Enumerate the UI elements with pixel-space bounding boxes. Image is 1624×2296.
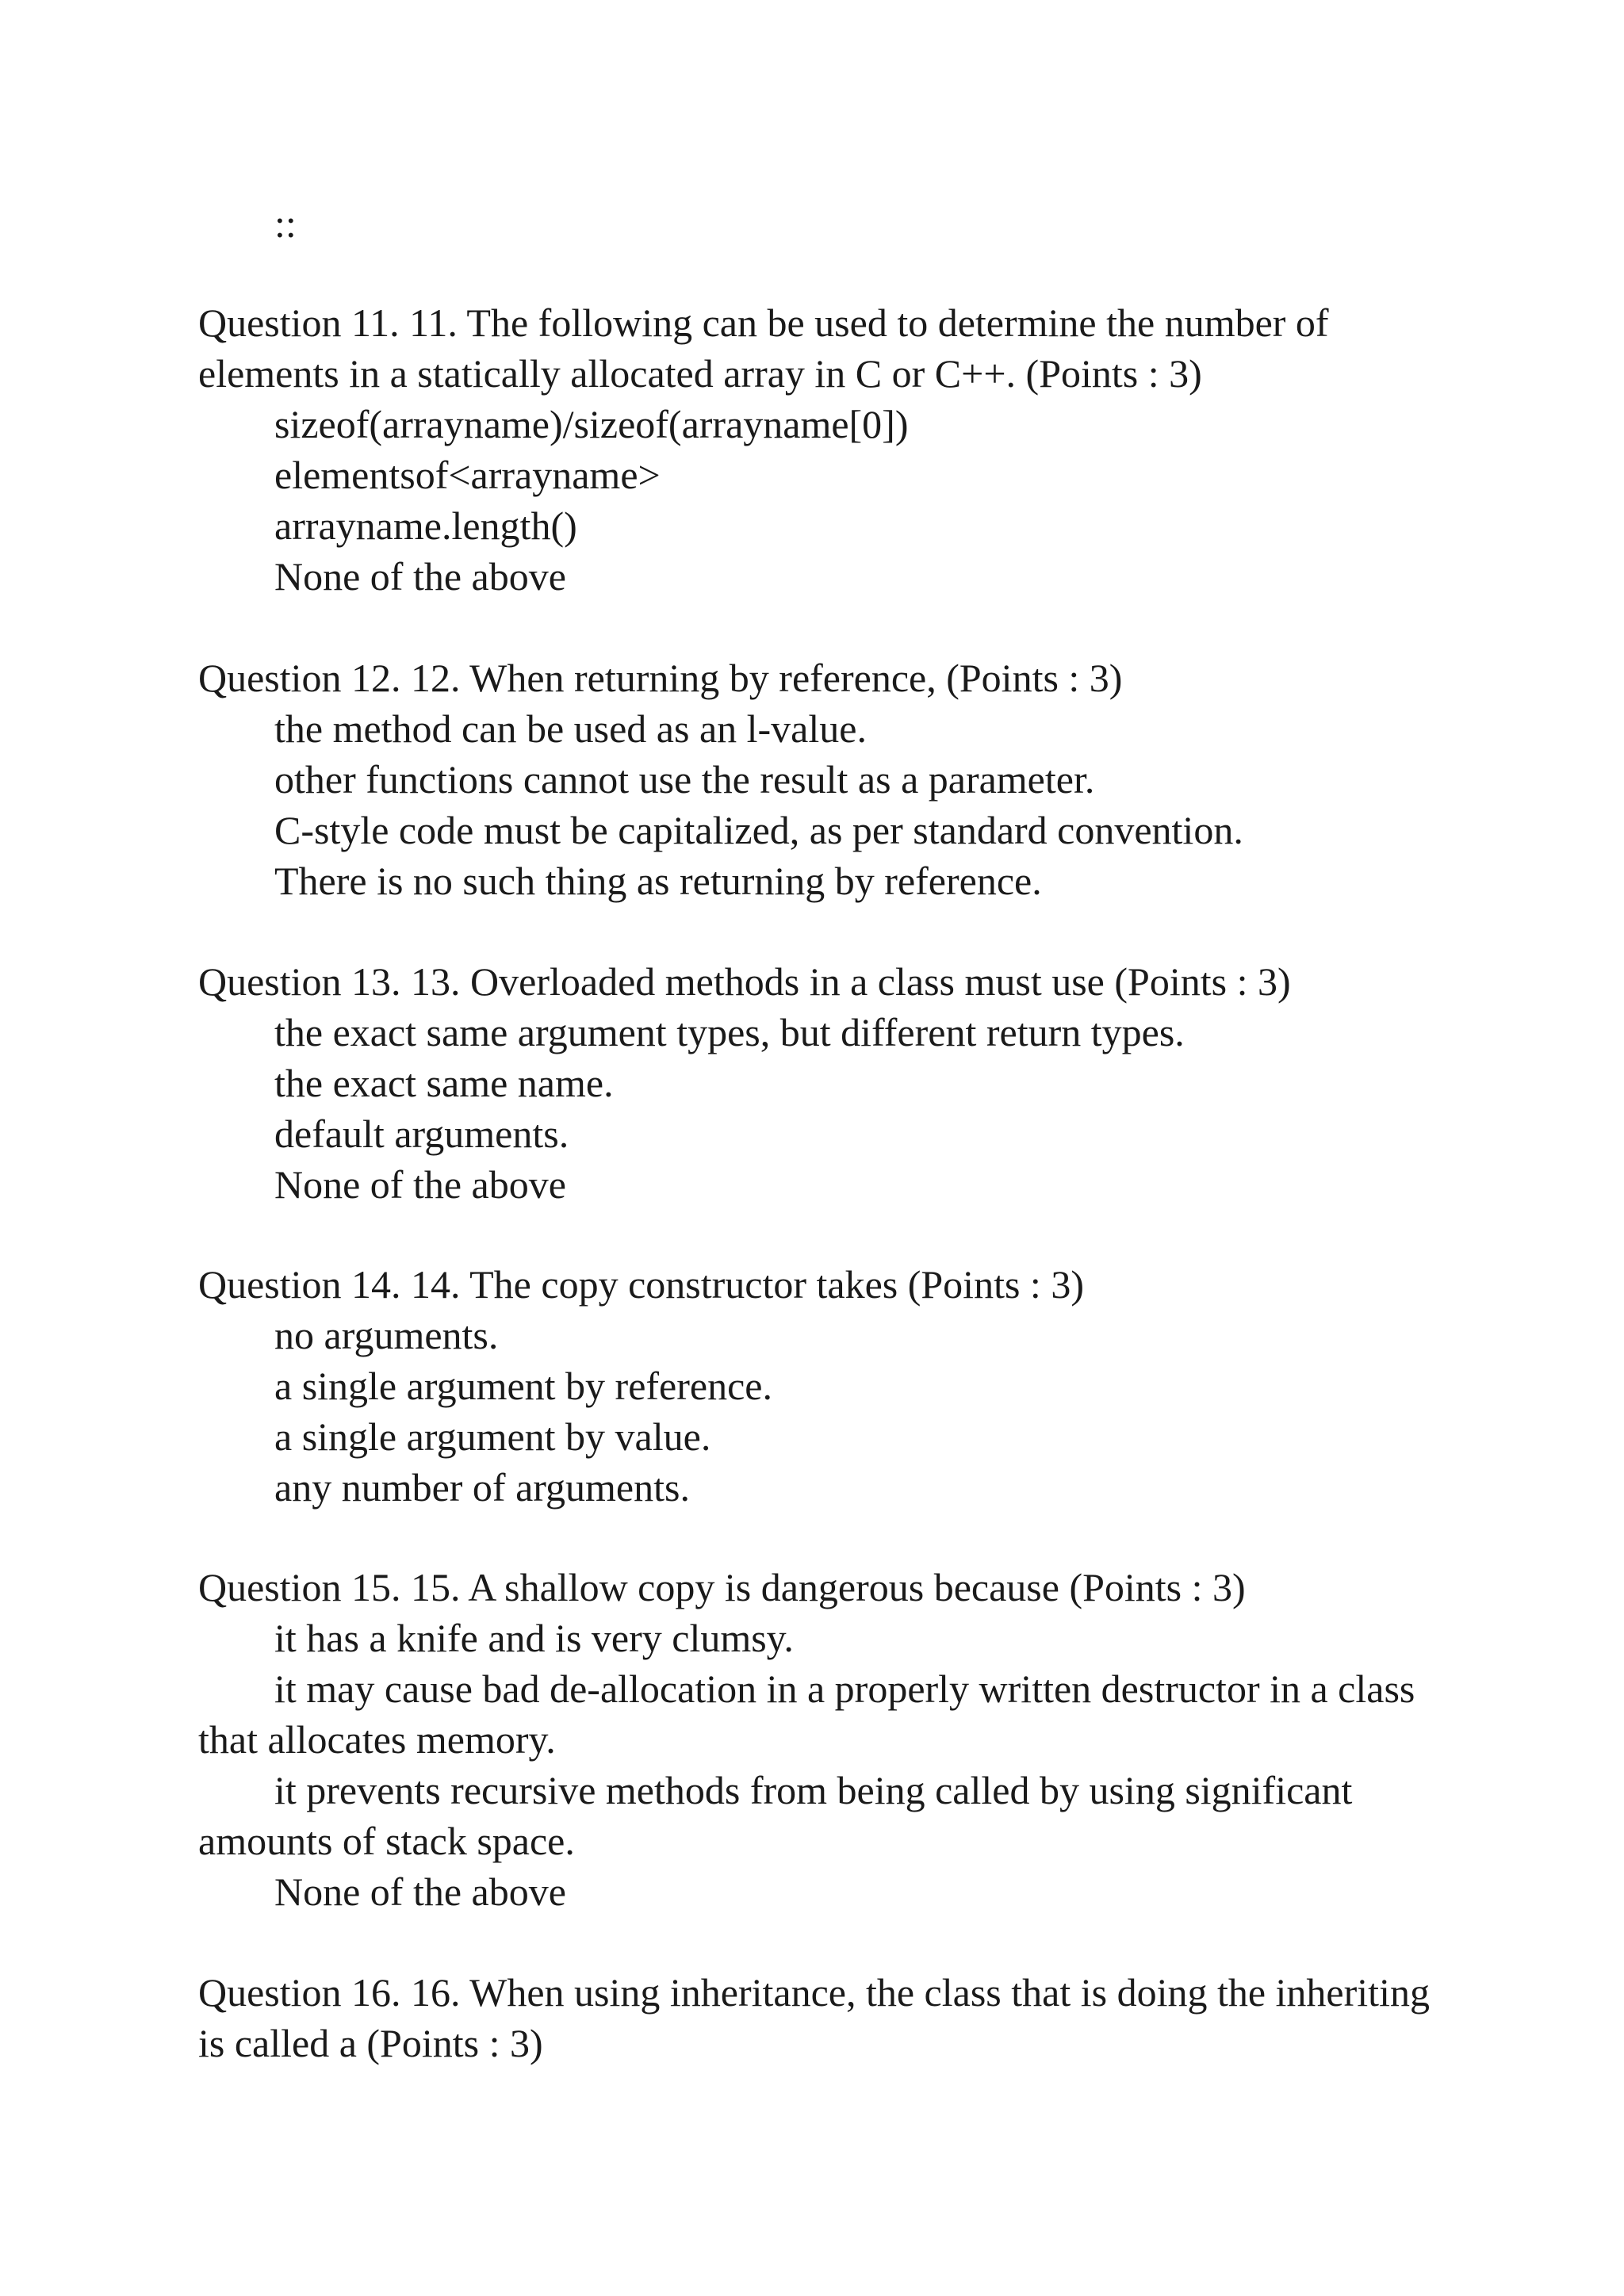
answer-option: no arguments. <box>274 1313 499 1357</box>
question-text: Question 15. 15. A shallow copy is dangerous because (Points : 3) <box>198 1565 1246 1609</box>
answer-option: arrayname.length() <box>274 503 577 548</box>
answer-option: a single argument by value. <box>274 1414 711 1459</box>
question-text: Question 12. 12. When returning by reference, (Points : 3) <box>198 656 1123 700</box>
answer-option: it has a knife and is very clumsy. <box>274 1616 794 1660</box>
answer-option: a single argument by reference. <box>274 1364 772 1408</box>
answer-option: None of the above <box>274 1869 566 1914</box>
answer-option: other functions cannot use the result as a parameter. <box>274 757 1095 802</box>
answer-option: default arguments. <box>274 1112 569 1156</box>
answer-option: None of the above <box>274 554 566 599</box>
question-12 <box>198 652 1435 906</box>
question-text: Question 16. 16. When using inheritance, the class that is doing the inheriting is called a (Points : 3) <box>198 1970 1430 2065</box>
question-15 <box>198 1562 1435 1917</box>
section-marker: :: <box>274 201 297 246</box>
answer-option: any number of arguments. <box>274 1465 690 1510</box>
answer-option: There is no such thing as returning by reference. <box>274 859 1042 903</box>
question-11 <box>198 297 1435 602</box>
answer-option: C-style code must be capitalized, as per standard convention. <box>274 808 1243 852</box>
question-text: Question 13. 13. Overloaded methods in a class must use (Points : 3) <box>198 959 1291 1004</box>
question-text: Question 11. 11. The following can be used to determine the number of elements in a statically allocated array in C or C++. (Points : 3) <box>198 300 1329 396</box>
answer-option: sizeof(arrayname)/sizeof(arrayname[0]) <box>274 402 909 446</box>
answer-option: the exact same argument types, but different return types. <box>274 1010 1185 1054</box>
answer-option: the method can be used as an l-value. <box>274 706 867 751</box>
answer-option: it prevents recursive methods from being called by using significant amounts of stack space. <box>198 1768 1353 1863</box>
question-text: Question 14. 14. The copy constructor takes (Points : 3) <box>198 1262 1084 1307</box>
answer-option: None of the above <box>274 1162 566 1207</box>
question-16 <box>198 1967 1435 2068</box>
answer-option: the exact same name. <box>274 1061 614 1105</box>
question-14 <box>198 1259 1435 1513</box>
question-13 <box>198 956 1435 1210</box>
answer-option: it may cause bad de-allocation in a properly written destructor in a class that allocates memory. <box>198 1667 1415 1762</box>
answer-option: elementsof<arrayname> <box>274 453 661 497</box>
